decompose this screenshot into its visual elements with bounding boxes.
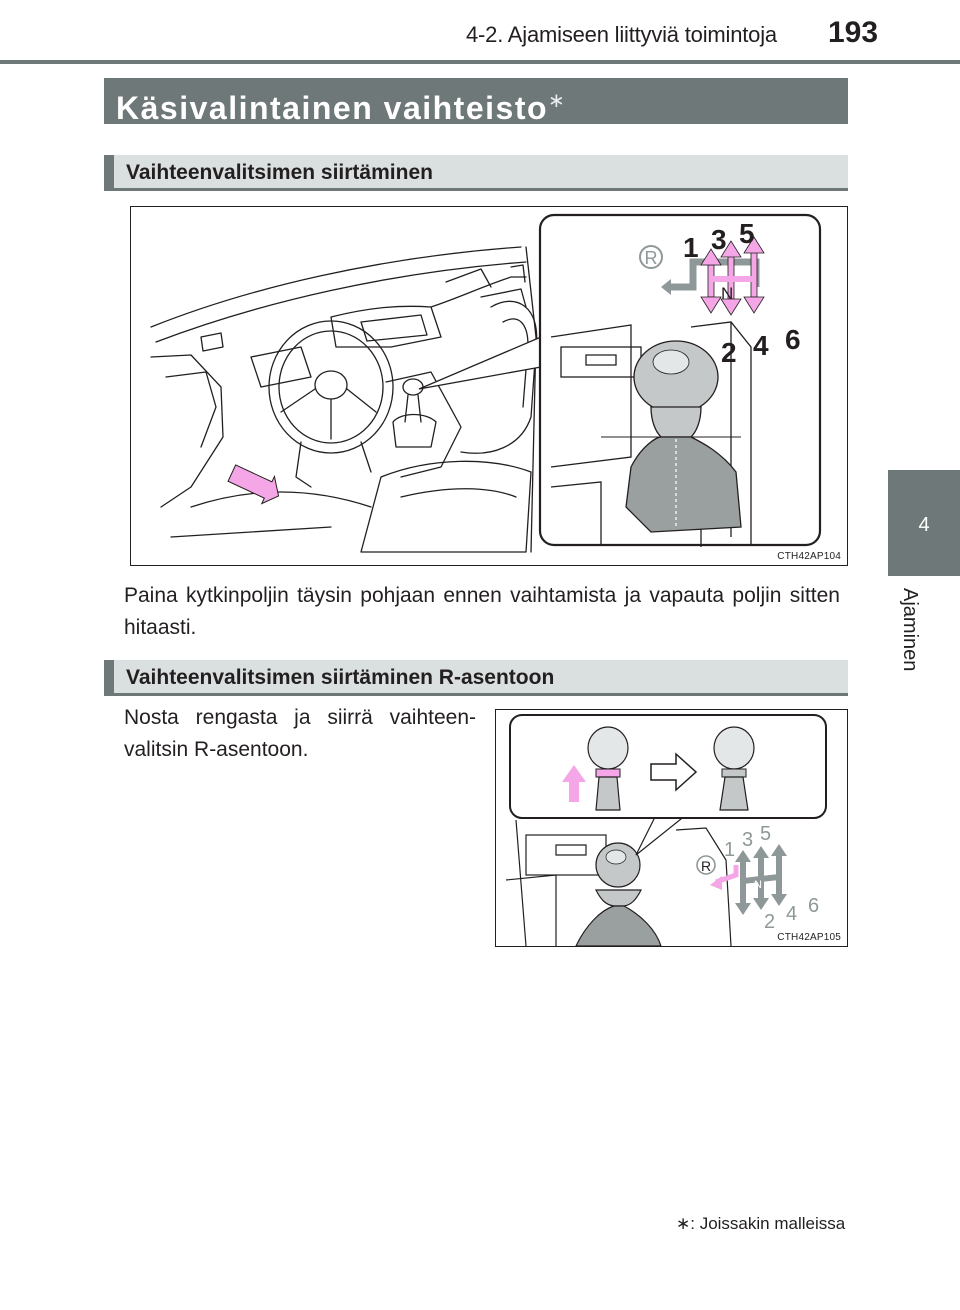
asterisk-mark: ∗ <box>548 90 567 112</box>
gear-2-label: 2 <box>721 337 737 368</box>
header-section-title: 4-2. Ajamiseen liittyviä toimintoja <box>466 22 777 47</box>
gear-5-label: 5 <box>739 218 755 249</box>
gear-6-label-small: 6 <box>808 895 820 917</box>
gear-6-label: 6 <box>785 324 801 355</box>
footnote <box>676 1214 845 1234</box>
header-divider <box>0 60 960 64</box>
figure-code: CTH42AP105 <box>777 932 841 943</box>
gear-2-label-small: 2 <box>764 911 776 933</box>
chapter-number: 4 <box>918 514 930 536</box>
figure-reverse-gear <box>495 709 848 947</box>
gear-r-label-small: R <box>700 858 712 874</box>
gear-n-label: N <box>721 284 734 303</box>
gear-1-label: 1 <box>683 232 699 263</box>
figure-cockpit-gearshift <box>130 206 848 566</box>
page-title-text: Käsivalintainen vaihteisto <box>116 90 549 126</box>
instruction-reverse: Nosta rengasta ja siirrä vaihteen-valitsin R-asentoon. <box>124 706 476 761</box>
chapter-label: Ajaminen <box>899 588 921 672</box>
figure-code: CTH42AP104 <box>777 551 841 562</box>
page-number: 193 <box>828 16 879 49</box>
gear-4-label: 4 <box>753 330 769 361</box>
section-heading-gear-shift: Vaihteenvalitsimen siirtäminen <box>104 155 848 191</box>
footnote-text: : Joissakin malleissa <box>690 1214 846 1233</box>
gear-3-label: 3 <box>711 224 727 255</box>
gear-n-label-small: N <box>754 879 762 891</box>
footnote-mark: ∗ <box>676 1214 691 1233</box>
gear-5-label-small: 5 <box>760 823 772 845</box>
gear-r-label: R <box>644 248 658 268</box>
gear-3-label-small: 3 <box>742 829 754 851</box>
instruction-clutch: Paina kytkinpoljin täysin pohjaan ennen vaihtamista ja vapauta poljin sitten hitaasti. <box>124 584 840 639</box>
page-title <box>104 78 848 124</box>
section-heading-reverse: Vaihteenvalitsimen siirtäminen R-asentoon <box>104 660 848 696</box>
gear-1-label-small: 1 <box>724 839 736 861</box>
gear-4-label-small: 4 <box>786 903 798 925</box>
